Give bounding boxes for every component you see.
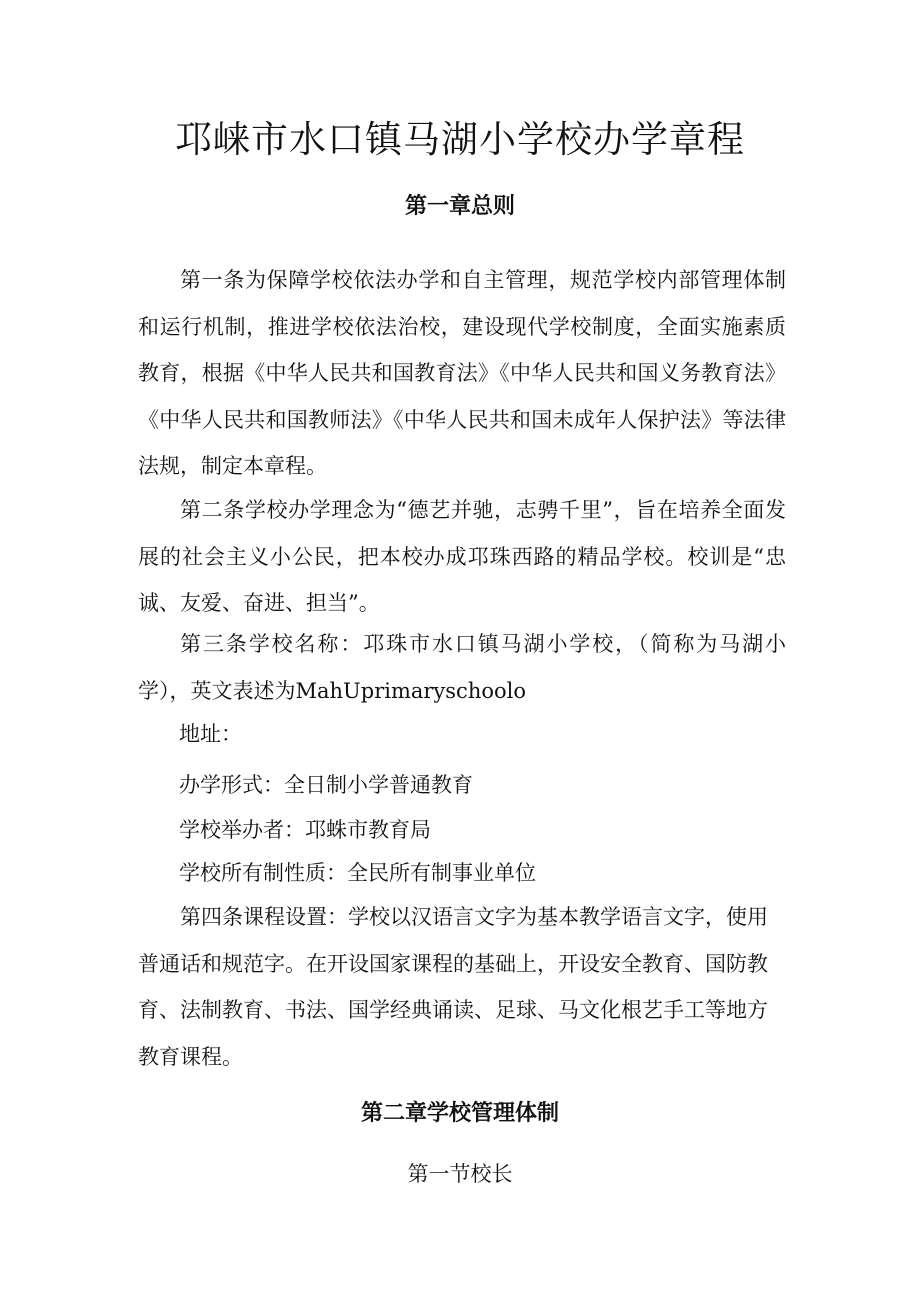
article-2: 第二条学校办学理念为“德艺并驰，志骋千里”，旨在培养全面发展的社会主义小公民，把本校办成邛珠西路的精品学校。校训是“忠诚、友爱、奋进、担当”。 — [138, 498, 786, 615]
address-line: 地址： — [179, 722, 242, 746]
article-4: 第四条课程设置：学校以汉语言文字为基本教学语言文字，使用普通话和规范字。在开设国家课程的基础上，开设安全教育、国防教育、法制教育、书法、国学经典诵读、足球、马文化根艺手工等地方教育课程。 — [138, 905, 768, 1069]
section-1-heading: 第一节校长 — [407, 1162, 513, 1186]
organizer-line: 学校举办者：邛蛛市教育局 — [179, 818, 431, 842]
chapter-1-heading: 第一章总则 — [404, 194, 515, 219]
article-3: 第三条学校名称：邛珠市水口镇马湖小学校，（简称为马湖小学），英文表述为MahUprimaryschoolo — [138, 632, 786, 703]
ownership-line: 学校所有制性质：全民所有制事业单位 — [179, 861, 536, 885]
document-title: 邛崃市水口镇马湖小学校办学章程 — [175, 118, 745, 161]
chapter-2-heading: 第二章学校管理体制 — [360, 1101, 559, 1126]
school-form-line: 办学形式：全日制小学普通教育 — [179, 773, 473, 797]
article-1: 第一条为保障学校依法办学和自主管理，规范学校内部管理体制和运行机制，推进学校依法治校，建设现代学校制度，全面实施素质教育，根据《中华人民共和国教育法》《中华人民共和国义务教育法》《中华人民共和国教师法》《中华人民共和国未成年人保护法》等法律法规，制定本章程。 — [138, 268, 786, 478]
